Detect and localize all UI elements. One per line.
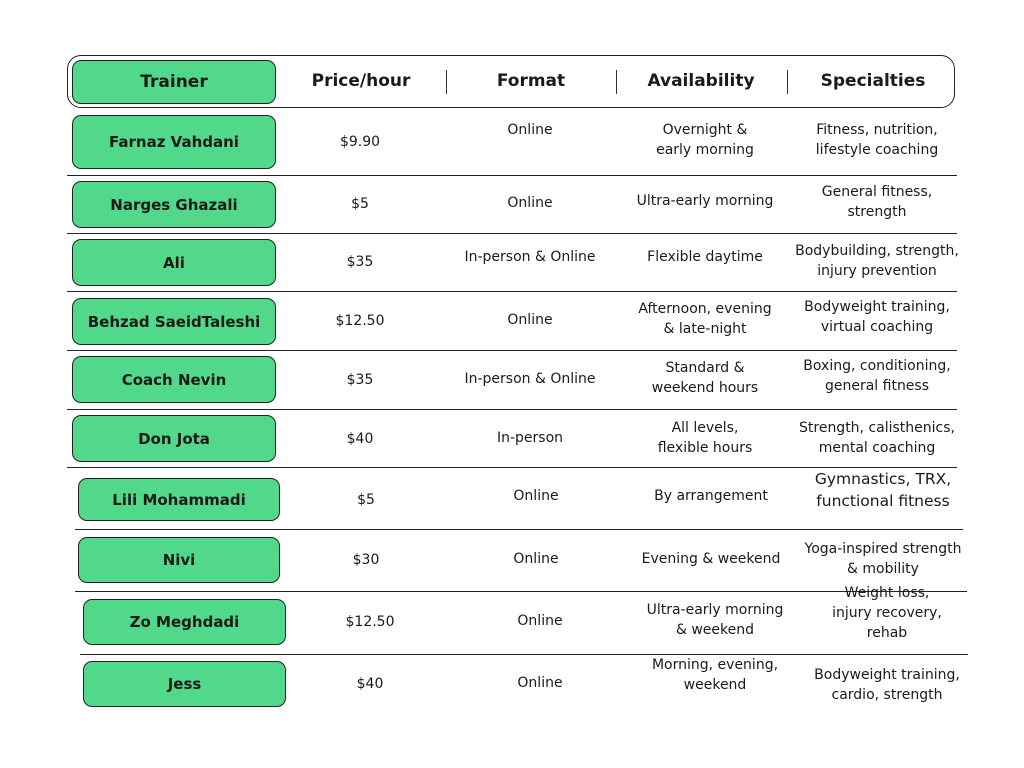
- price-cell: $12.50: [335, 313, 385, 329]
- format-cell: Online: [517, 613, 563, 629]
- header-availability: Availability: [647, 71, 755, 91]
- row-divider: [67, 409, 957, 410]
- trainer-name: Lili Mohammadi: [78, 478, 280, 521]
- availability-cell: Overnight & early morning: [656, 122, 754, 158]
- trainer-name: Narges Ghazali: [72, 181, 276, 228]
- row-divider: [67, 233, 957, 234]
- header-divider: [787, 70, 788, 94]
- price-cell: $5: [351, 196, 369, 212]
- availability-cell: Ultra-early morning: [636, 193, 774, 209]
- format-cell: Online: [513, 488, 559, 504]
- trainer-name: Coach Nevin: [72, 356, 276, 403]
- format-cell: Online: [507, 312, 553, 328]
- price-cell: $5: [357, 492, 375, 508]
- specialties-cell: Yoga-inspired strength & mobility: [804, 541, 962, 577]
- specialties-cell: General fitness, strength: [821, 184, 933, 220]
- availability-cell: Morning, evening, weekend: [651, 657, 779, 693]
- row-divider: [80, 654, 968, 655]
- row-divider: [67, 350, 957, 351]
- price-cell: $12.50: [345, 614, 395, 630]
- availability-cell: Evening & weekend: [641, 551, 781, 567]
- specialties-cell: Weight loss, injury recovery, rehab: [832, 585, 942, 641]
- trainer-name: Nivi: [78, 537, 280, 583]
- format-cell: Online: [513, 551, 559, 567]
- table-header: [67, 55, 955, 108]
- availability-cell: Flexible daytime: [647, 249, 763, 265]
- price-cell: $30: [352, 552, 380, 568]
- price-cell: $9.90: [339, 134, 381, 150]
- specialties-cell: Gymnastics, TRX, functional fitness: [814, 470, 952, 510]
- format-cell: Online: [517, 675, 563, 691]
- specialties-cell: Boxing, conditioning, general fitness: [803, 358, 951, 394]
- header-format: Format: [496, 71, 566, 91]
- price-cell: $40: [346, 431, 374, 447]
- trainer-name: Zo Meghdadi: [83, 599, 286, 645]
- format-cell: In-person & Online: [464, 371, 596, 387]
- header-divider: [446, 70, 447, 94]
- header-specialties: Specialties: [820, 71, 926, 91]
- availability-cell: All levels, flexible hours: [657, 420, 753, 456]
- availability-cell: Ultra-early morning & weekend: [646, 602, 784, 638]
- trainer-name: Ali: [72, 239, 276, 286]
- trainer-name: Farnaz Vahdani: [72, 115, 276, 169]
- specialties-cell: Bodybuilding, strength, injury prevention: [795, 243, 959, 279]
- row-divider: [67, 291, 957, 292]
- trainer-name: Jess: [83, 661, 286, 707]
- specialties-cell: Bodyweight training, cardio, strength: [814, 667, 960, 703]
- row-divider: [75, 529, 963, 530]
- trainer-name: Don Jota: [72, 415, 276, 462]
- format-cell: Online: [507, 195, 553, 211]
- trainer-name: Behzad SaeidTaleshi: [72, 298, 276, 345]
- specialties-cell: Bodyweight training, virtual coaching: [804, 299, 950, 335]
- price-cell: $40: [356, 676, 384, 692]
- header-trainer: Trainer: [72, 60, 276, 104]
- header-price: Price/hour: [311, 71, 411, 91]
- format-cell: In-person & Online: [464, 249, 596, 265]
- availability-cell: By arrangement: [654, 488, 768, 504]
- row-divider: [67, 175, 957, 176]
- header-divider: [616, 70, 617, 94]
- price-cell: $35: [346, 254, 374, 270]
- availability-cell: Afternoon, evening & late-night: [638, 301, 772, 337]
- specialties-cell: Fitness, nutrition, lifestyle coaching: [815, 122, 939, 158]
- specialties-cell: Strength, calisthenics, mental coaching: [799, 420, 955, 456]
- format-cell: In-person: [496, 430, 564, 446]
- format-cell: Online: [507, 122, 553, 138]
- price-cell: $35: [346, 372, 374, 388]
- availability-cell: Standard & weekend hours: [651, 360, 759, 396]
